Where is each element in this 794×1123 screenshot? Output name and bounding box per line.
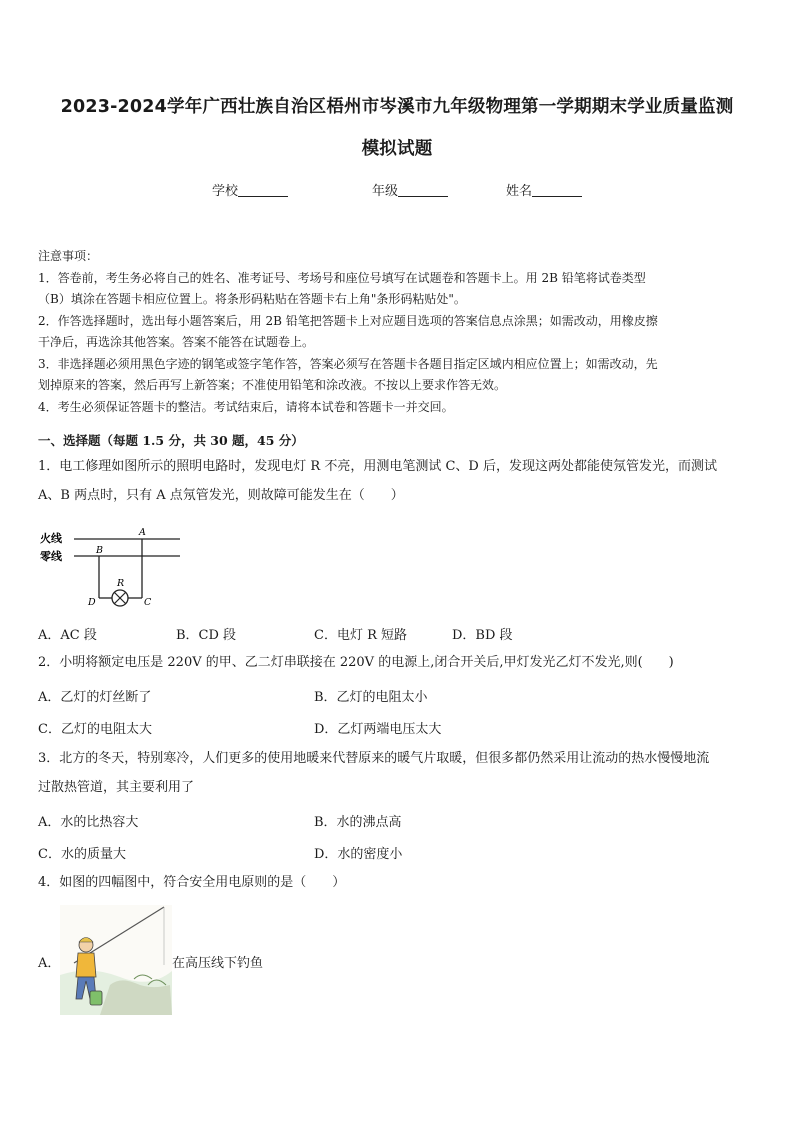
q3-option-d[interactable]: D．水的密度小 <box>314 847 403 862</box>
note-line: 划掉原来的答案，然后再写上新答案；不准使用铅笔和涂改液。不按以上要求作答无效。 <box>38 378 507 392</box>
exam-notes <box>38 246 758 418</box>
neutral-wire-label: 零线 <box>40 550 62 563</box>
name-field: 姓名 <box>506 180 582 199</box>
q4-option-a-text: 在高压线下钓鱼 <box>172 956 264 971</box>
name-blank[interactable] <box>532 182 582 197</box>
question-4 <box>38 868 760 897</box>
grade-field: 年级 <box>372 180 448 199</box>
q2-option-c[interactable]: C．乙灯的电阻太大 <box>38 722 152 737</box>
exam-title <box>36 86 758 170</box>
circuit-diagram <box>38 524 188 610</box>
question-3-line-2: 过散热管道，其主要利用了 <box>38 780 195 795</box>
fishing-under-power-line-illustration <box>60 905 172 1015</box>
q3-option-b[interactable]: B．水的沸点高 <box>314 815 402 830</box>
notes-heading: 注意事项： <box>38 249 99 263</box>
q1-option-b[interactable]: B．CD 段 <box>176 628 237 643</box>
point-a-label: A <box>139 527 146 538</box>
question-1 <box>38 452 760 510</box>
q2-option-a[interactable]: A．乙灯的灯丝断了 <box>38 690 152 705</box>
question-2-stem: 2．小明将额定电压是 220V 的甲、乙二灯串联接在 220V 的电源上,闭合开关后,甲灯发光乙灯不发光,则( ) <box>38 655 674 670</box>
grade-blank[interactable] <box>398 182 448 197</box>
title-line-2: 模拟试题 <box>361 139 433 159</box>
note-line: 4．考生必须保证答题卡的整洁。考试结束后，请将本试卷和答题卡一并交回。 <box>38 399 454 414</box>
question-4-stem: 4．如图的四幅图中，符合安全用电原则的是（ ） <box>38 875 346 890</box>
q1-option-c[interactable]: C．电灯 R 短路 <box>314 628 407 643</box>
point-d-label: D <box>88 597 96 608</box>
q3-option-c[interactable]: C．水的质量大 <box>38 847 126 862</box>
school-field: 学校 <box>212 180 288 199</box>
section-heading: 一、选择题（每题 1.5 分，共 30 题，45 分） <box>38 433 304 448</box>
school-blank[interactable] <box>238 182 288 197</box>
q3-option-a[interactable]: A．水的比热容大 <box>38 815 139 830</box>
question-1-line-2: A、B 两点时，只有 A 点氖管发光，则故障可能发生在（ ） <box>38 488 404 503</box>
q2-option-b[interactable]: B．乙灯的电阻太小 <box>314 690 428 705</box>
note-line: （B）填涂在答题卡相应位置上。将条形码粘贴在答题卡右上角"条形码粘贴处"。 <box>38 292 466 306</box>
point-c-label: C <box>144 597 152 608</box>
q4-option-a-label[interactable]: A． <box>38 956 61 971</box>
lamp-r-label: R <box>117 578 125 589</box>
question-1-line-1: 1．电工修理如图所示的照明电路时，发现电灯 R 不亮，用测电笔测试 C、D 后，发现这两处都能使氖管发光，而测试 <box>38 459 717 474</box>
live-wire-label: 火线 <box>40 532 62 545</box>
note-line: 2．作答选择题时，选出每小题答案后，用 2B 铅笔把答题卡上对应题目选项的答案信息点涂黑；如需改动，用橡皮擦 <box>38 313 658 328</box>
q1-option-a[interactable]: A．AC 段 <box>38 628 97 643</box>
point-b-label: B <box>96 545 103 556</box>
note-line: 干净后，再选涂其他答案。答案不能答在试题卷上。 <box>38 335 315 349</box>
question-3-line-1: 3．北方的冬天，特别寒冷，人们更多的使用地暖来代替原来的暖气片取暖，但很多都仍然采用让流动的热水慢慢地流 <box>38 751 710 766</box>
q2-option-d[interactable]: D．乙灯两端电压太大 <box>314 722 442 737</box>
note-line: 1．答卷前，考生务必将自己的姓名、准考证号、考场号和座位号填写在试题卷和答题卡上。用 2B 铅笔将试卷类型 <box>38 270 646 285</box>
note-line: 3．非选择题必须用黑色字迹的钢笔或签字笔作答，答案必须写在答题卡各题目指定区域内相应位置上；如需改动，先 <box>38 356 658 371</box>
q1-option-d[interactable]: D．BD 段 <box>452 628 513 643</box>
title-line-1: 2023-2024学年广西壮族自治区梧州市岑溪市九年级物理第一学期期末学业质量监测 <box>60 97 734 117</box>
question-2 <box>38 648 760 677</box>
question-3 <box>38 744 760 802</box>
bucket <box>90 991 102 1005</box>
